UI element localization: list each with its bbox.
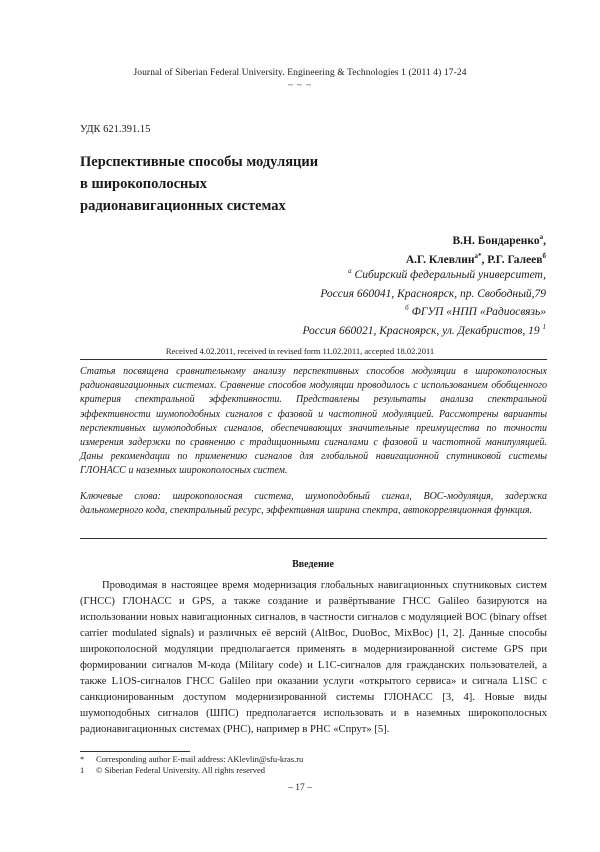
page-number: – 17 – — [288, 783, 312, 793]
affiliations-block — [302, 266, 546, 340]
affiliation-b-address: Россия 660021, Красноярск, ул. Декабристов, 19 — [302, 324, 540, 337]
author-klevlin: А.Г. Клевлин — [405, 254, 475, 266]
footnote-rule — [80, 751, 190, 752]
affiliation-b-footnote-sup: 1 — [542, 322, 546, 331]
authors-block — [406, 232, 546, 270]
journal-header: Journal of Siberian Federal University. Engineering & Technologies 1 (2011 4) 17-24 — [133, 68, 467, 78]
author-line-1: В.Н. Бондаренко$^а$, — [452, 233, 546, 247]
author-bondarenko: В.Н. Бондаренко — [452, 235, 540, 247]
affiliation-b-line-2 — [302, 322, 546, 341]
title-line-3: радионавигационных системах — [80, 198, 286, 214]
affiliation-b-line-1 — [302, 303, 546, 322]
abstract-bottom-rule — [80, 538, 547, 539]
intro-paragraph: Проводимая в настоящее время модернизация глобальных навигационных спутниковых систем (ГНСС) ГЛОНАСС и GPS, а также создание и развёртывание ГНСС Galileo базируются на использовании новых навигационных сигналов, в частности сигналов с модуляцией BOC (binary offset carrier modulated signals) и различных её версий (AltBoc, DuoBoc, MixBoc) [1, 2]. Данные способы широкополосной модуляции предполагается применять в модернизированной системе GPS при формировании сигналов M-кода (Military code) и L1C-сигналов для гражданских пользователей, а также L1OS-сигналов ГНСС Galileo при оказании услуги «открытого сервиса» и сигнала L1SC с санкционированным доступом модернизированной системы ГЛОНАСС [3, 4]. Новые виды шумоподобных сигналов (ШПС) предполагается использовать и в наземных широкополосных радионавигационных системах (РНС), например в РНС «Спрут» [5]. — [80, 580, 547, 735]
footnote-2-mark: 1 — [80, 765, 85, 775]
section-heading: Введение — [292, 559, 334, 570]
affiliation-a-line-2: Россия 660041, Красноярск, пр. Свободный,79 — [320, 287, 546, 300]
affiliation-a-sup: а — [348, 267, 352, 275]
author-klevlin-sup: а* — [474, 252, 482, 260]
affiliation-b-name: ФГУП «НПП «Радиосвязь» — [411, 306, 546, 318]
affiliation-a-name: Сибирский федеральный университет, — [354, 269, 546, 281]
footnote-1-text: Corresponding author E-mail address: AKlevlin@sfu-kras.ru — [96, 754, 304, 764]
title-line-1: Перспективные способы модуляции — [80, 154, 319, 170]
article-title — [80, 151, 318, 217]
author-line-2: А.Г. Клевлин$^{а*}$, Р.Г. Галеев$^б$ — [405, 252, 546, 266]
footnote-1 — [80, 754, 303, 765]
udk-code: УДК 621.391.15 — [80, 124, 151, 135]
footnote-2-text: © Siberian Federal University. All rights reserved — [96, 765, 266, 775]
author-galeev: Р.Г. Галеев — [487, 254, 543, 266]
abstract: Статья посвящена сравнительному анализу перспективных способов модуляции в широкополосных радионавигационных системах. Сравнение способов модуляции проводилось с использованием обобщенного критерия спектральной эффективности. Представлены результаты анализа спектральной эффективности шумоподобных сигналов с фазовой и частотной модуляцией. Рассмотрены варианты перспективных шумоподобных сигналов, обеспечивающих значительные преимущества по точности измерения задержки по сравнению с традиционными сигналами с фазовой и частотной манипуляцией. Даны рекомендации по применению сигналов для глобальной навигационной спутниковой системы ГЛОНАСС и наземных широкополосных систем. — [80, 366, 547, 477]
title-line-2: в широкополосных — [80, 176, 207, 192]
author-galeev-sup: б — [542, 252, 546, 260]
keywords: Ключевые слова: широкополосная система, шумоподобный сигнал, BOC-модуляция, задержка дальномерного кода, спектральный ресурс, эффективная ширина спектра, автокорреляционная функция. — [80, 491, 547, 517]
author-bondarenko-sup: а — [539, 233, 544, 241]
abstract-top-rule — [80, 359, 547, 360]
received-dates: Received 4.02.2011, received in revised form 11.02.2011, accepted 18.02.2011 — [165, 346, 435, 356]
affiliation-b-sup: б — [405, 304, 409, 312]
footnote-1-mark: * — [80, 754, 85, 764]
header-ornament: ~ ~ ~ — [287, 80, 313, 90]
affiliation-a-line-1 — [302, 266, 546, 285]
footnote-2 — [80, 765, 265, 776]
